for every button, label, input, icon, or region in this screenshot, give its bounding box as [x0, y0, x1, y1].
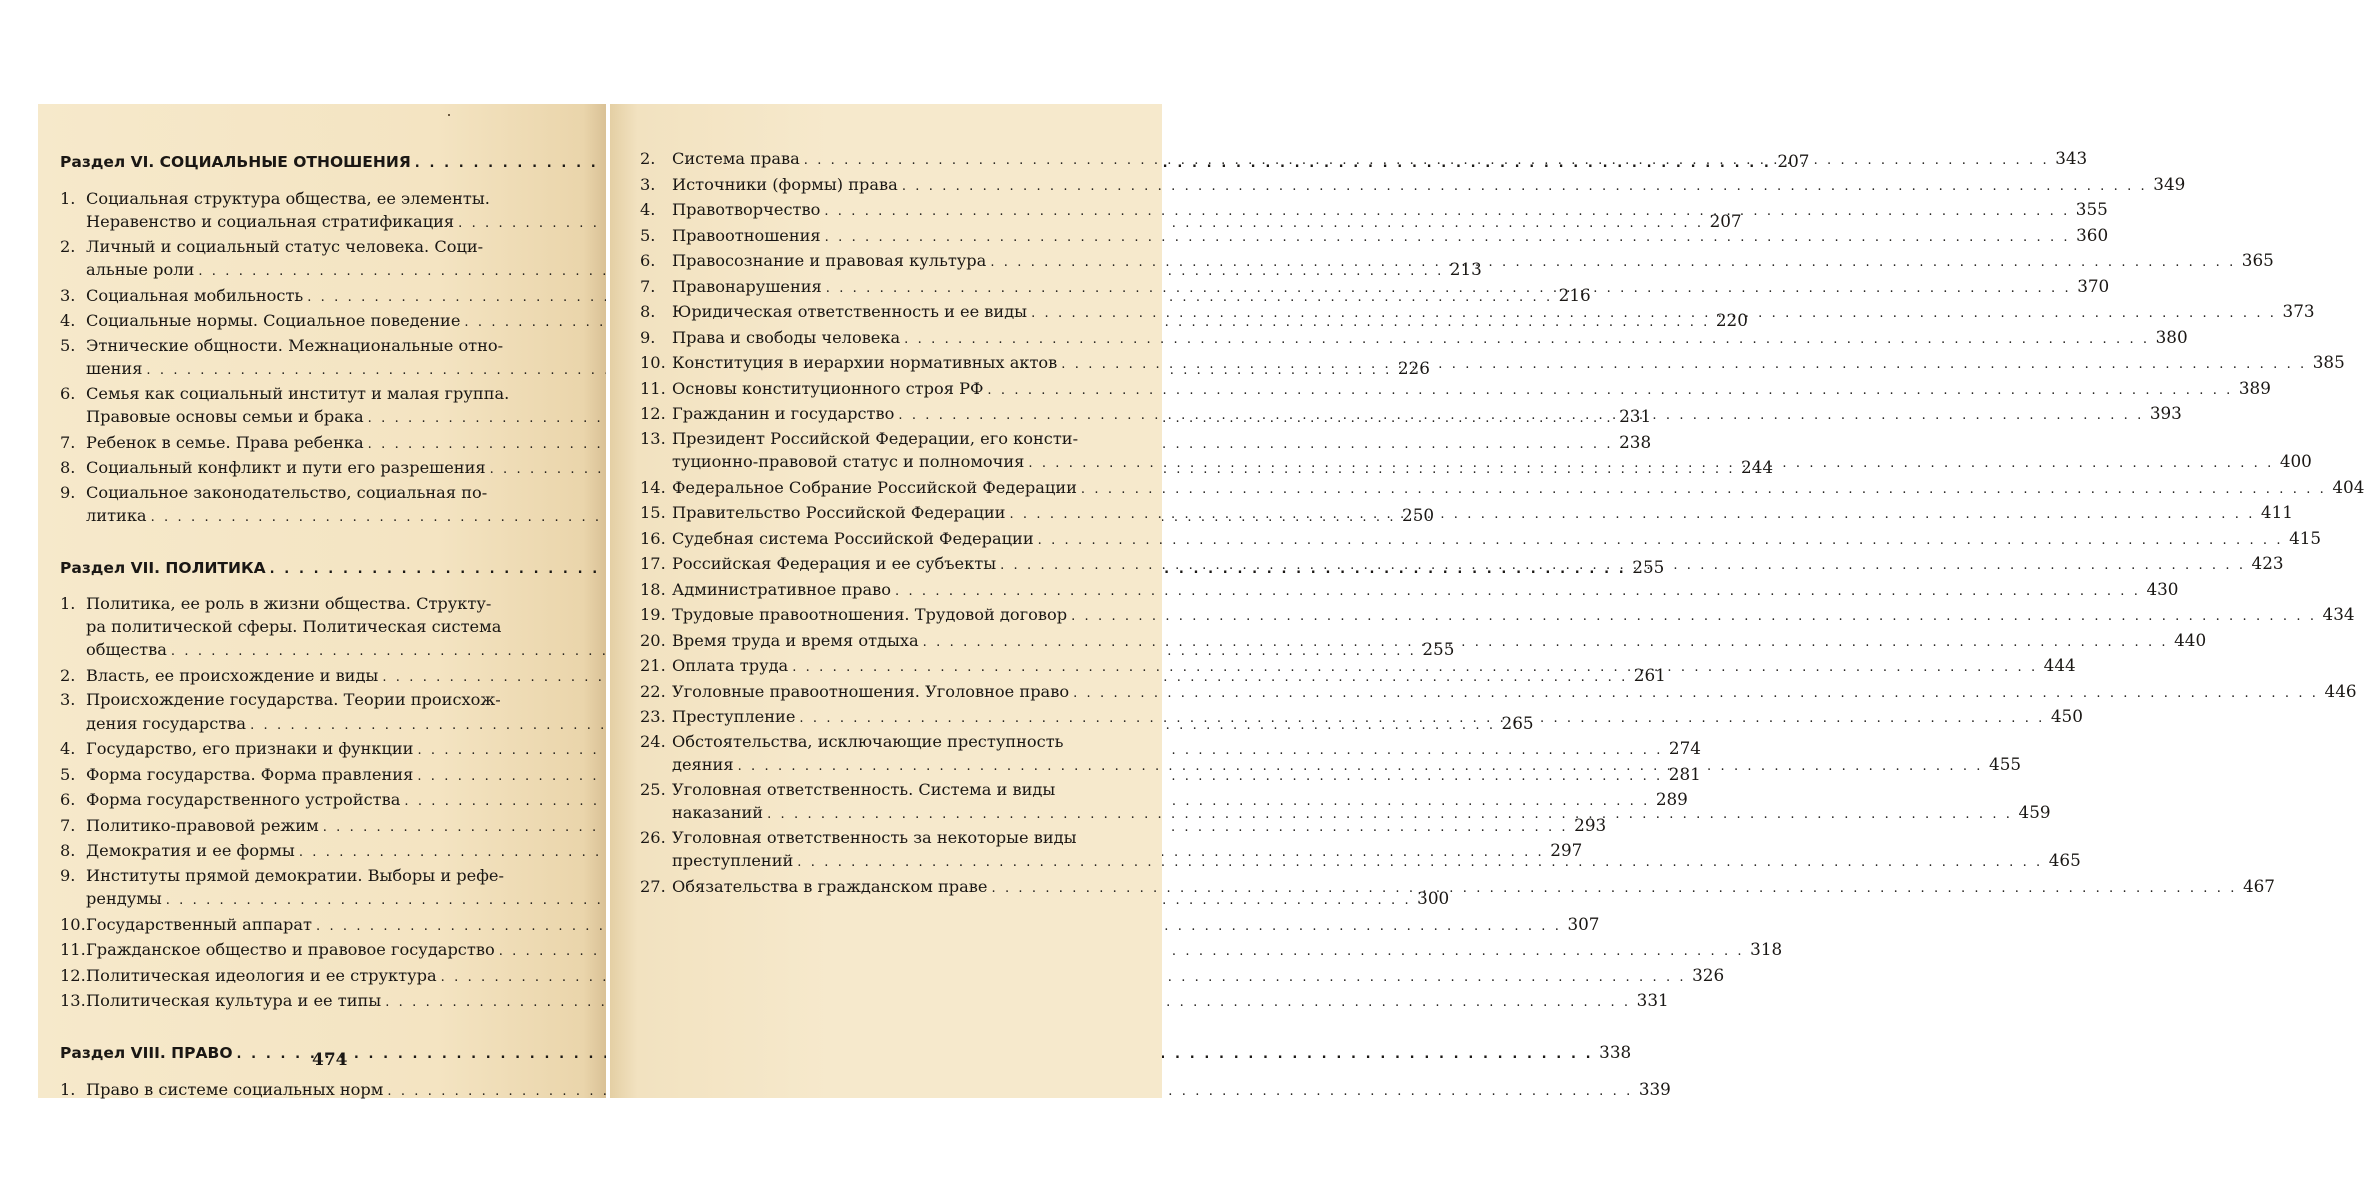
entry-title: Время труда и время отдыха	[672, 630, 919, 650]
page-number: 365	[2241, 250, 2274, 270]
entry-title: Гражданин и государство	[672, 404, 895, 423]
entry-number: 2.	[60, 236, 76, 256]
page-number: 318	[1750, 939, 1783, 959]
entry-title-continued: преступлений	[672, 851, 794, 870]
toc-entry	[60, 1078, 1671, 1104]
entry-number: 4.	[60, 739, 76, 758]
section-8-entries	[60, 1078, 1671, 1104]
entry-title: Власть, ее происхождение и виды	[86, 665, 379, 685]
page-number: 238	[1619, 431, 1652, 452]
entry-title: Институты прямой демократии. Выборы и рефе-	[86, 865, 504, 885]
page-number: 297	[1550, 840, 1583, 860]
entry-title-continued: дения государства	[86, 713, 247, 733]
entry-number: 17.	[640, 554, 666, 573]
toc-line	[60, 913, 1600, 939]
entry-number: 4.	[60, 311, 76, 330]
entry-number: 9.	[60, 865, 76, 885]
entry-title: Федеральное Собрание Российской Федерации	[672, 477, 1077, 497]
entry-number: 19.	[640, 605, 666, 624]
page-number: 423	[2251, 553, 2284, 573]
entry-number: 1.	[60, 188, 76, 208]
toc-line	[60, 964, 1725, 990]
page-number: 255	[1632, 556, 1665, 577]
page-number: 255	[1422, 639, 1455, 659]
entry-title: Правотворчество	[672, 200, 821, 219]
entry-title: Семья как социальный институт и малая группа.	[86, 383, 510, 403]
entry-title: Права и свободы человека	[672, 327, 901, 347]
page-number: 331	[1636, 990, 1669, 1010]
toc-line	[60, 383, 568, 406]
page-number: 450	[2050, 706, 2083, 726]
section-title: Раздел VIII. ПРАВО	[60, 1043, 233, 1062]
entry-title: Политико-правовой режим	[86, 815, 319, 835]
entry-number: 13.	[60, 991, 86, 1010]
entry-number: 5.	[640, 225, 656, 245]
toc-line	[60, 689, 568, 712]
toc-line	[640, 428, 1146, 451]
page-number: 213	[1449, 259, 1482, 279]
entry-title: Происхождение государства. Теории происхож-	[86, 690, 501, 709]
entry-number: 13.	[640, 428, 666, 448]
toc-entry	[640, 680, 2357, 706]
page-number: 393	[2149, 403, 2182, 423]
section-title: Раздел VII. ПОЛИТИКА	[60, 558, 266, 577]
entry-title: Обязательства в гражданском праве	[672, 876, 988, 896]
entry-number: 1.	[60, 594, 76, 613]
entry-title: Административное право	[672, 579, 891, 599]
entry-number: 24.	[640, 731, 666, 751]
toc-entry	[60, 989, 1669, 1015]
entry-number: 5.	[60, 335, 76, 355]
entry-number: 8.	[60, 841, 76, 860]
entry-number: 3.	[60, 690, 76, 709]
section-title: Раздел VI. СОЦИАЛЬНЫЕ ОТНОШЕНИЯ	[60, 153, 411, 171]
entry-number: 11.	[60, 940, 86, 959]
toc-line	[60, 188, 568, 211]
entry-title: Правонарушения	[672, 276, 822, 296]
entry-number: 10.	[60, 914, 86, 934]
toc-entry	[60, 964, 1725, 990]
page-number: 370	[2077, 275, 2110, 296]
toc-entry	[640, 377, 2271, 403]
folio-page-number: 474	[312, 1050, 348, 1070]
entry-title-continued: ра политической сферы. Политическая система	[86, 616, 502, 636]
toc-line	[60, 616, 568, 639]
entry-number: 7.	[60, 432, 76, 452]
entry-title: Социальное законодательство, социальная по-	[86, 482, 488, 502]
entry-number: 10.	[640, 353, 666, 372]
entry-number: 2.	[60, 665, 76, 685]
page-number: 226	[1397, 358, 1430, 378]
page-number: 389	[2238, 377, 2271, 398]
toc-line	[640, 476, 2364, 502]
entry-title: Политика, ее роль в жизни общества. Структу-	[86, 594, 492, 613]
entry-number: 18.	[640, 579, 666, 599]
entry-title: Гражданское общество и правовое государство	[86, 940, 495, 959]
entry-title: Президент Российской Федерации, его консти-	[672, 428, 1079, 448]
toc-line	[640, 731, 1146, 754]
entry-title: Уголовная ответственность за некоторые виды	[672, 827, 1077, 847]
entry-title: Социальные нормы. Социальное поведение	[86, 311, 461, 330]
entry-title-continued: общества	[86, 640, 167, 659]
page-number: 430	[2146, 578, 2179, 599]
toc-entry	[640, 173, 2186, 199]
entry-number: 2.	[640, 149, 656, 168]
entry-title-continued: рендумы	[86, 889, 162, 908]
page-number: 231	[1619, 406, 1652, 426]
page-number: 343	[2055, 148, 2088, 168]
page-number: 326	[1692, 964, 1725, 985]
entry-number: 27.	[640, 876, 666, 896]
entry-title: Государственный аппарат	[86, 914, 312, 934]
page-number: 360	[2076, 224, 2109, 245]
entry-title: Основы конституционного строя РФ	[672, 378, 984, 398]
page-number: 400	[2279, 451, 2312, 471]
toc-line	[60, 593, 568, 616]
entry-title: Государство, его признаки и функции	[86, 739, 414, 758]
entry-number: 16.	[640, 528, 666, 548]
entry-title: Правосознание и правовая культура	[672, 251, 987, 270]
page-number: 349	[2153, 173, 2186, 194]
page-number: 300	[1417, 888, 1450, 908]
page-number: 444	[2043, 655, 2076, 675]
toc-line	[640, 603, 2355, 629]
entry-number: 6.	[640, 251, 656, 270]
entry-number: 14.	[640, 477, 666, 497]
entry-title-continued: шения	[86, 359, 143, 378]
toc-line	[60, 236, 568, 259]
entry-title: Система права	[672, 149, 800, 168]
entry-title: Российская Федерация и ее субъекты	[672, 554, 997, 573]
page-number: 411	[2260, 502, 2293, 522]
entry-number: 5.	[60, 764, 76, 784]
toc-entry	[640, 224, 2109, 250]
entry-number: 26.	[640, 827, 666, 847]
entry-title: Конституция в иерархии нормативных актов	[672, 353, 1058, 372]
entry-number: 7.	[60, 815, 76, 835]
page-number: 338	[1599, 1041, 1632, 1062]
toc-entry	[60, 938, 1783, 964]
page-number: 465	[2048, 850, 2081, 870]
entry-title: Этнические общности. Межнациональные отно-	[86, 335, 504, 355]
entry-number: 22.	[640, 681, 666, 701]
page-number: 415	[2289, 527, 2322, 548]
page-number: 274	[1668, 738, 1701, 758]
toc-line	[60, 865, 568, 888]
page-number: 355	[2075, 199, 2108, 219]
entry-title: Правоотношения	[672, 225, 821, 245]
toc-line	[60, 482, 568, 505]
entry-number: 9.	[640, 327, 656, 347]
toc-entry	[640, 326, 2188, 352]
page-number: 281	[1668, 763, 1701, 784]
entry-number: 6.	[60, 383, 76, 403]
entry-number: 7.	[640, 276, 656, 296]
toc-entry	[640, 603, 2355, 629]
entry-number: 6.	[60, 790, 76, 809]
entry-title-continued: альные роли	[86, 260, 195, 279]
toc-entry	[640, 476, 2364, 502]
page-number: 307	[1567, 913, 1600, 934]
entry-number: 1.	[60, 1080, 76, 1099]
entry-title: Трудовые правоотношения. Трудовой договор	[672, 605, 1068, 624]
page-number: 220	[1715, 310, 1748, 330]
page-number: 207	[1709, 211, 1742, 231]
entry-title-continued: наказаний	[672, 803, 764, 822]
toc-line	[640, 779, 1146, 802]
entry-title: Юридическая ответственность и ее виды	[672, 302, 1028, 321]
entry-title: Правительство Российской Федерации	[672, 503, 1006, 522]
page-number: 216	[1558, 284, 1591, 305]
entry-number: 8.	[60, 458, 76, 477]
entry-number: 23.	[640, 707, 666, 726]
page-number: 289	[1655, 789, 1688, 809]
entry-title: Политическая идеология и ее структура	[86, 965, 437, 985]
toc-line	[60, 938, 1783, 964]
entry-number: 15.	[640, 503, 666, 522]
page-number: 440	[2174, 629, 2207, 650]
page-number: 385	[2312, 352, 2345, 372]
entry-title: Преступление	[672, 707, 796, 726]
entry-number: 3.	[60, 285, 76, 305]
entry-number: 20.	[640, 630, 666, 650]
page-number: 244	[1741, 457, 1774, 477]
toc-entry	[640, 527, 2322, 553]
page-number: 265	[1501, 712, 1534, 733]
toc-line	[60, 1078, 1671, 1104]
entry-number: 25.	[640, 779, 666, 799]
toc-line	[640, 326, 2188, 352]
entry-number: 4.	[640, 200, 656, 219]
entry-title: Источники (формы) права	[672, 174, 898, 194]
toc-line	[640, 680, 2357, 706]
entry-title-continued: деяния	[672, 755, 734, 774]
toc-entry	[640, 578, 2179, 604]
print-speck	[448, 114, 450, 116]
toc-entry	[60, 913, 1600, 939]
page-number: 404	[2332, 476, 2364, 497]
entry-title: Право в системе социальных норм	[86, 1080, 384, 1099]
entry-number: 8.	[640, 302, 656, 321]
page-number: 467	[2242, 875, 2275, 896]
entry-title: Судебная система Российской Федерации	[672, 528, 1034, 548]
entry-title-continued: туционно-правовой статус и полномочия	[672, 452, 1025, 471]
entry-title: Форма государства. Форма правления	[86, 764, 414, 784]
toc-line	[640, 827, 1146, 850]
entry-title: Обстоятельства, исключающие преступность	[672, 731, 1064, 751]
entry-title: Социальная мобильность	[86, 285, 304, 305]
page-number: 380	[2155, 326, 2188, 347]
page-number: 293	[1574, 814, 1607, 835]
page-number: 207	[1777, 151, 1810, 171]
entry-title: Политическая культура и ее типы	[86, 991, 382, 1010]
entry-number: 21.	[640, 656, 666, 675]
entry-title: Личный и социальный статус человека. Соци-	[86, 236, 484, 256]
page-number: 455	[1989, 754, 2022, 774]
entry-title: Ребенок в семье. Права ребенка	[86, 432, 364, 452]
entry-number: 3.	[640, 174, 656, 194]
entry-title-continued: Неравенство и социальная стратификация	[86, 212, 455, 231]
entry-title: Социальный конфликт и пути его разрешения	[86, 458, 486, 477]
page-number: 250	[1402, 505, 1435, 525]
entry-title-continued: литика	[86, 506, 147, 525]
entry-number: 12.	[640, 404, 666, 423]
toc-line	[60, 887, 1450, 913]
entry-title: Уголовная ответственность. Система и виды	[672, 779, 1056, 799]
entry-title-continued: Правовые основы семьи и брака	[86, 407, 364, 426]
page-number: 459	[2018, 802, 2051, 822]
page-number: 446	[2324, 680, 2357, 701]
toc-line	[640, 377, 2271, 403]
entry-number: 12.	[60, 965, 86, 985]
entry-title: Уголовные правоотношения. Уголовное право	[672, 681, 1070, 701]
toc-line	[640, 527, 2322, 553]
entry-title: Форма государственного устройства	[86, 790, 401, 809]
page-number: 261	[1633, 664, 1666, 685]
entry-title: Демократия и ее формы	[86, 841, 295, 860]
page-number: 373	[2282, 301, 2315, 321]
toc-line	[640, 224, 2109, 250]
toc-line	[60, 989, 1669, 1015]
page-number: 434	[2322, 604, 2355, 624]
entry-number: 11.	[640, 378, 666, 398]
toc-line	[640, 578, 2179, 604]
entry-title: Социальная структура общества, ее элементы.	[86, 188, 490, 208]
entry-number: 9.	[60, 482, 76, 502]
entry-title: Оплата труда	[672, 656, 789, 675]
toc-line	[640, 173, 2186, 199]
page-number: 339	[1638, 1079, 1671, 1099]
toc-line	[60, 335, 568, 358]
